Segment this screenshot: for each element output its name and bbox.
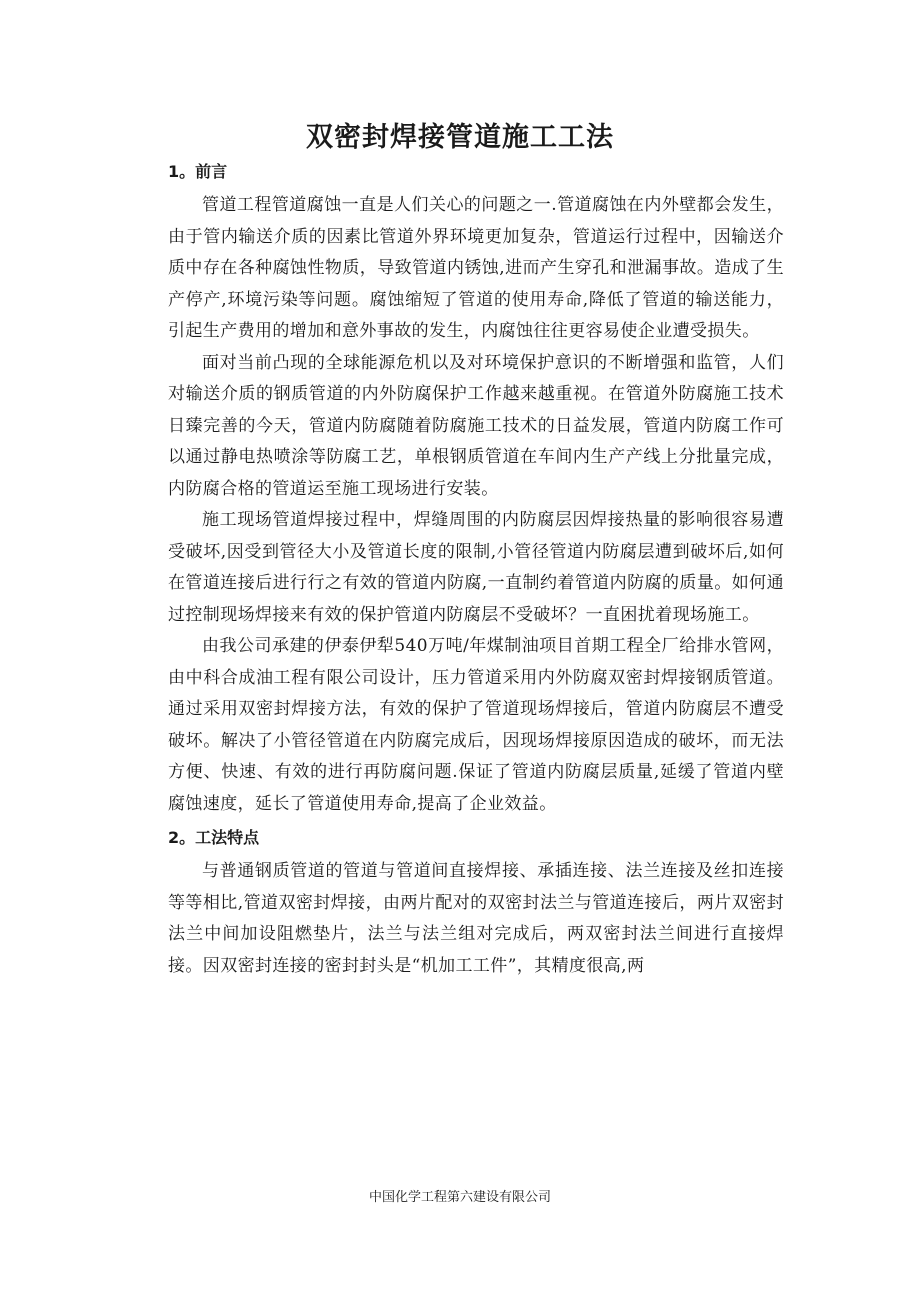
section-heading-features: 2。工法特点 bbox=[168, 828, 260, 847]
page-footer: 中国化学工程第六建设有限公司 bbox=[368, 1190, 551, 1205]
paragraph: 面对当前凸现的全球能源危机以及对环境保护意识的不断增强和监管，人们对输送介质的钢质管道的内外防腐保护工作越来越重视。在管道外防腐施工技术日臻完善的今天，管道内防腐随着防腐施工技术的日益发展，管道内防腐工作可以通过静电热喷涂等防腐工艺，单根钢质管道在车间内生产产线上分批量完成，内防腐合格的管道运至施工现场进行安装。 bbox=[168, 352, 784, 499]
document-body bbox=[168, 154, 784, 982]
paragraph: 管道工程管道腐蚀一直是人们关心的问题之一.管道腐蚀在内外壁都会发生，由于管内输送介质的因素比管道外界环境更加复杂，管道运行过程中，因输送介质中存在各种腐蚀性物质，导致管道内锈蚀,进而产生穿孔和泄漏事故。造成了生产停产,环境污染等问题。腐蚀缩短了管道的使用寿命,降低了管道的输送能力，引起生产费用的增加和意外事故的发生，内腐蚀往往更容易使企业遭受损失。 bbox=[168, 195, 784, 341]
paragraph: 施工现场管道焊接过程中，焊缝周围的内防腐层因焊接热量的影响很容易遭受破坏,因受到管径大小及管道长度的限制,小管径管道内防腐层遭到破坏后,如何在管道连接后进行行之有效的管道内防腐,一直制约着管道内防腐的质量。如何通过控制现场焊接来有效的保护管道内防腐层不受破坏？一直困扰着现场施工。 bbox=[168, 510, 784, 625]
paragraph: 由我公司承建的伊泰伊犁540万吨/年煤制油项目首期工程全厂给排水管网，由中科合成油工程有限公司设计，压力管道采用内外防腐双密封焊接钢质管道。通过采用双密封焊接方法，有效的保护了管道现场焊接后，管道内防腐层不遭受破坏。解决了小管径管道在内防腐完成后，因现场焊接原因造成的破坏，而无法方便、快速、有效的进行再防腐问题.保证了管道内防腐层质量,延缓了管道内壁腐蚀速度，延长了管道使用寿命,提高了企业效益。 bbox=[168, 636, 784, 814]
section-heading-preface: 1。前言 bbox=[168, 162, 228, 181]
paragraph: 与普通钢质管道的管道与管道间直接焊接、承插连接、法兰连接及丝扣连接等等相比,管道双密封焊接，由两片配对的双密封法兰与管道连接后，两片双密封法兰中间加设阻燃垫片，法兰与法兰组对完成后，两双密封法兰间进行直接焊接。因双密封连接的密封封头是“机加工工件”，其精度很高,两 bbox=[168, 861, 784, 976]
document-title: 双密封焊接管道施工工法 bbox=[306, 122, 614, 153]
